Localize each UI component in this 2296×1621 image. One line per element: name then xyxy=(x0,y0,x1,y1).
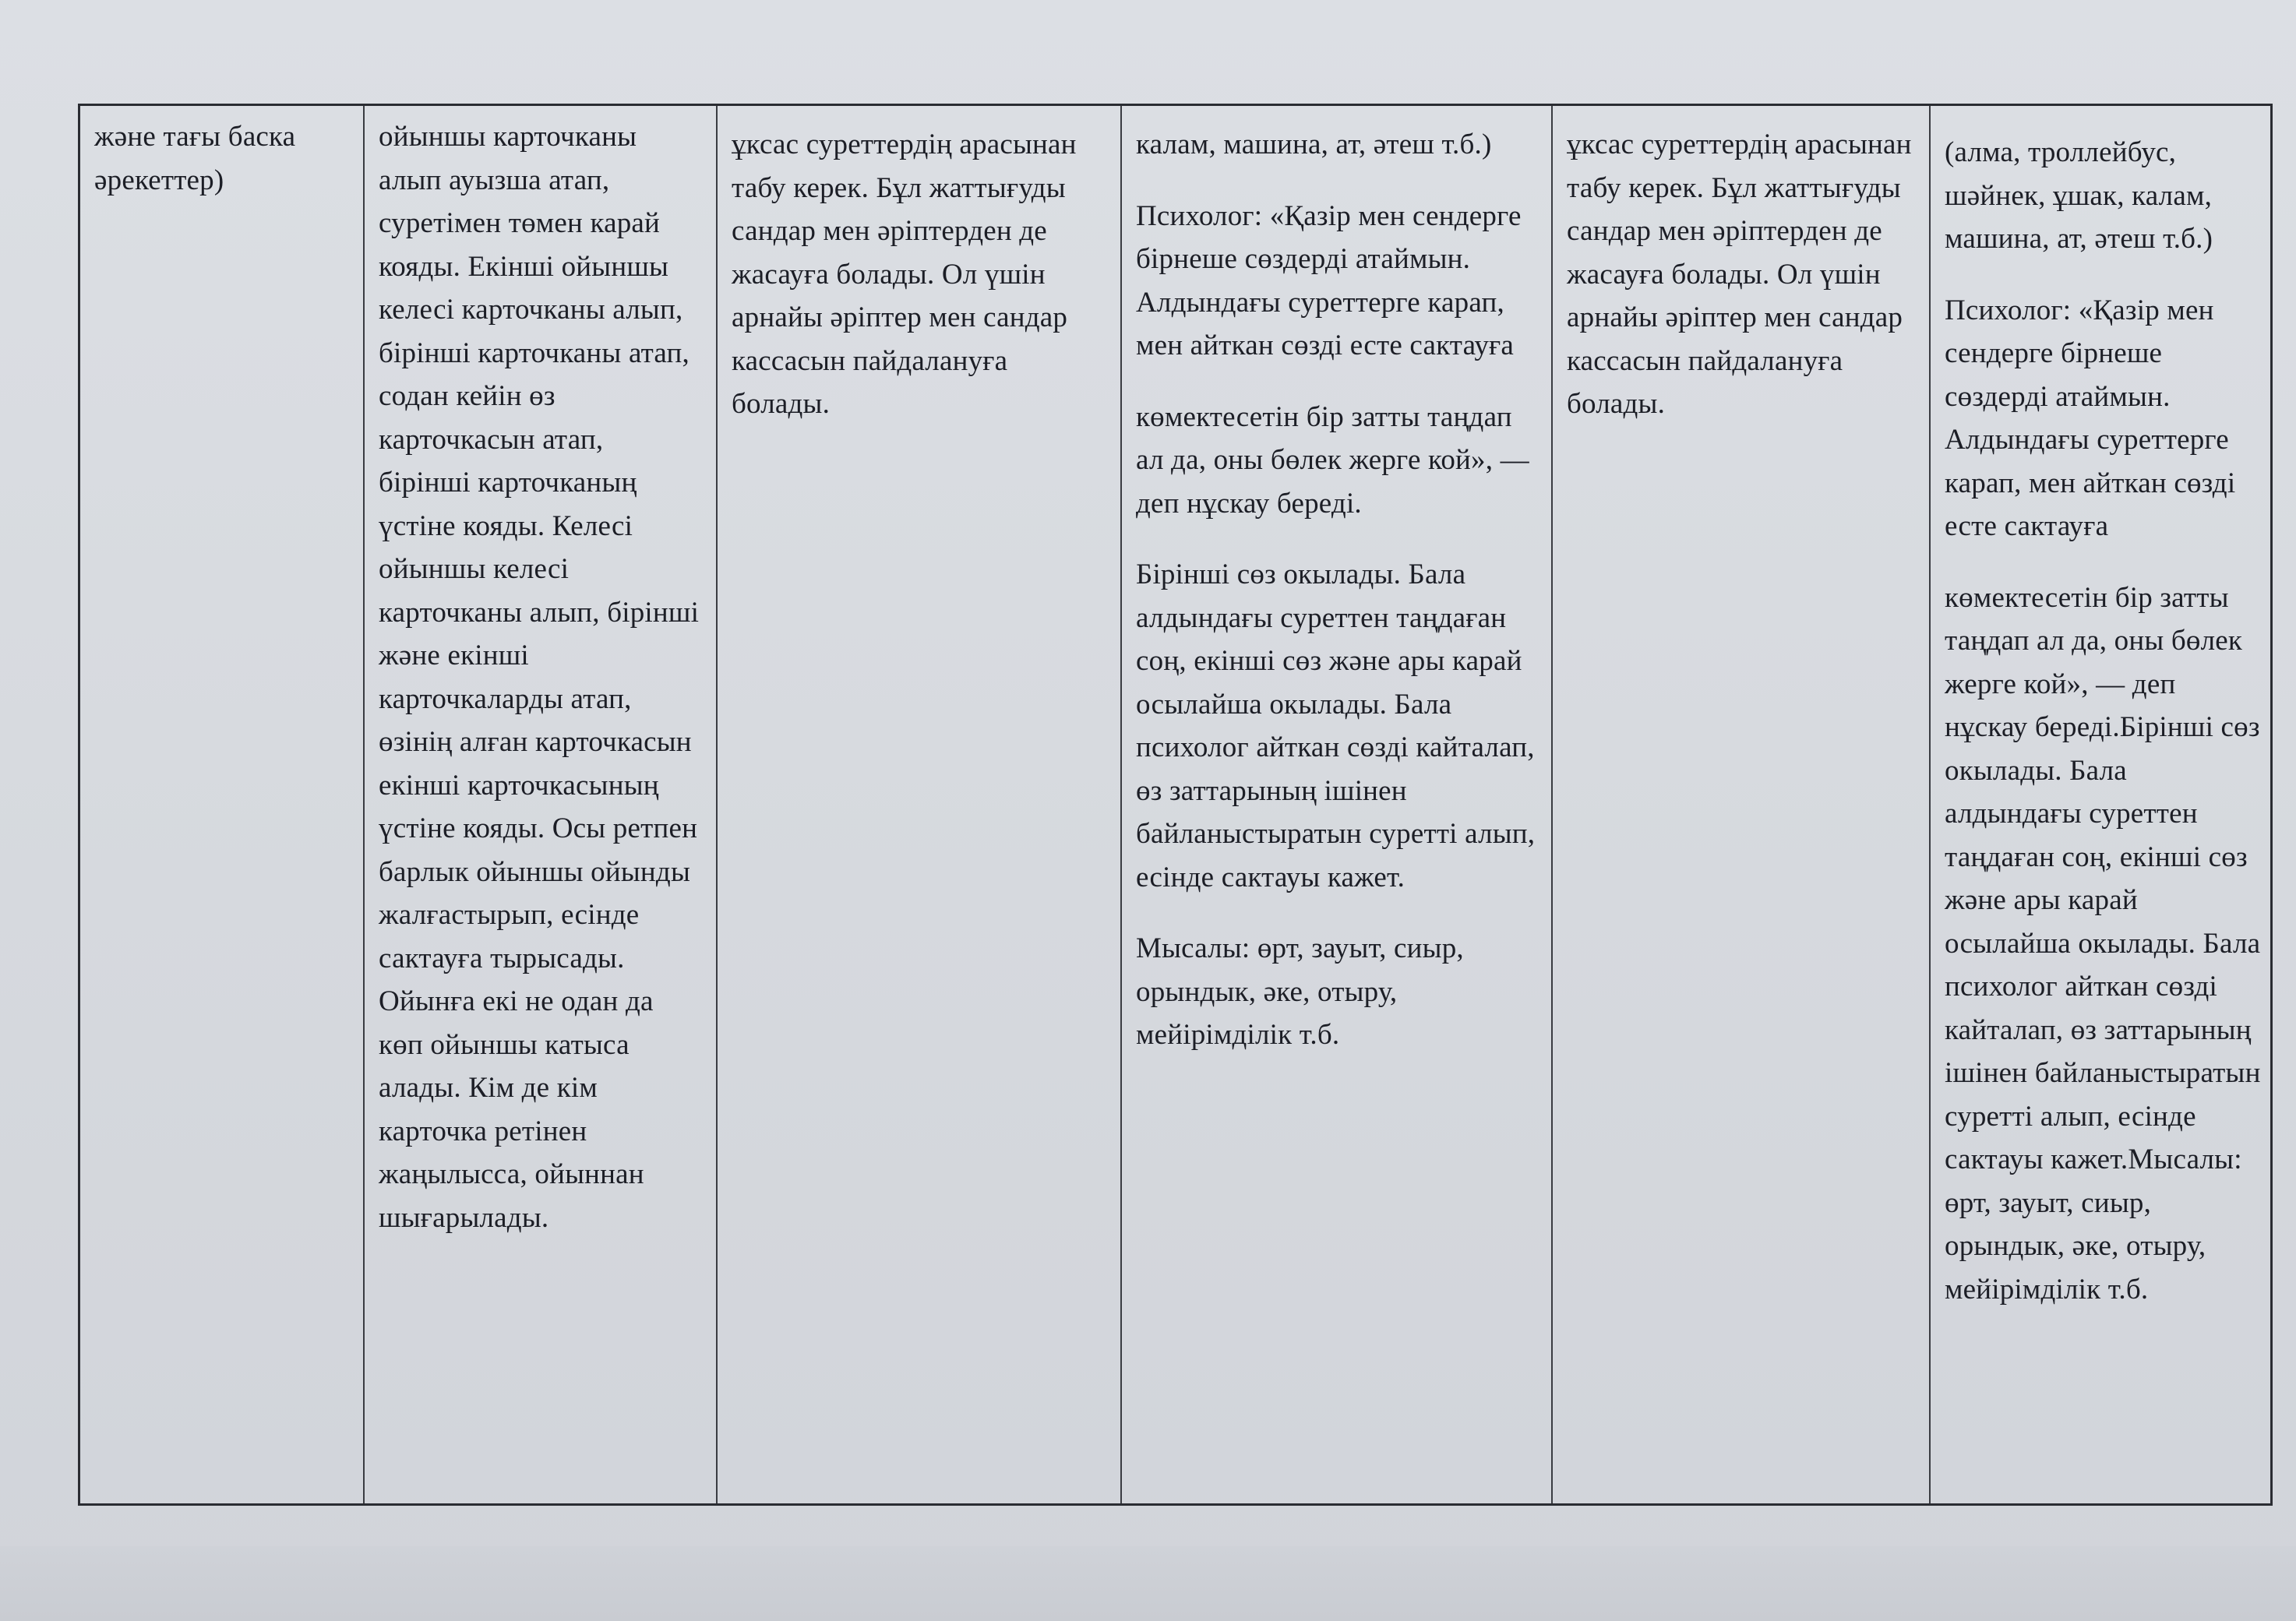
cell-text: көмектесетін бір затты таңдап ал да, оны бөлек жерге кой», — деп нұскау береді.Бірінші сөз окылады. Бала алдындағы суреттен таңдаған соң, екінші сөз және ары карай осылайша окылады. Бала психолог айткан сөзді кайталап, өз заттарының ішінен байланыстыратын суретті алып, есінде сактауы кажет.Мысалы: өрт, зауыт, сиыр, орындык, әке, отыру, мейірімділік т.б. xyxy=(1945,581,2261,1306)
cell-text: Мысалы: өрт, зауыт, сиыр, орындык, әке, отыру, мейірімділік т.б. xyxy=(1136,932,1464,1051)
document-table xyxy=(78,104,2273,1506)
cell-text: Бірінші сөз окылады. Бала алдындағы суреттен таңдаған соң, екінші сөз және ары карай осылайша окылады. Бала психолог айткан сөзді кайталап, өз заттарының ішінен байланыстыратын суретті алып, есінде сактауы кажет. xyxy=(1136,559,1536,893)
cell-text: Психолог: «Қазір мен сендерге бірнеше сөздерді атаймын. Алдындағы суреттерге карап, мен айткан сөзді есте сактауға xyxy=(1136,199,1522,361)
table-cell-col-2 xyxy=(365,106,718,1503)
table-cell-col-4 xyxy=(1122,106,1553,1503)
cell-text: және тағы баска әрекеттер) xyxy=(94,121,296,196)
cell-text: калам, машина, ат, әтеш т.б.) xyxy=(1136,129,1492,160)
table-cell-col-1 xyxy=(80,106,365,1503)
cell-text: ұксас суреттердің арасынан табу керек. Бұл жаттығуды сандар мен әріптерден де жасауға болады. Ол үшін арнайы әріптер мен сандар кассасын пайдалануға болады. xyxy=(1567,129,1912,420)
cell-text: Психолог: «Қазір мен сендерге бірнеше сөздерді атаймын. Алдындағы суреттерге карап, мен айткан сөзді есте сактауға xyxy=(1945,294,2236,542)
table-cell-col-5 xyxy=(1553,106,1931,1503)
table-cell-col-3 xyxy=(718,106,1122,1503)
cell-text: ойыншы карточканы алып ауызша атап, суретімен төмен карай кояды. Екінші ойыншы келесі карточканы алып, бірінші карточканы атап, содан кейін өз карточкасын атап, бірінші карточканың үстіне кояды. Келесі ойыншы келесі карточканы алып, бірінші және екінші карточкаларды атап, өзінің алған карточкасын екінші карточкасының үстіне кояды. Осы ретпен барлык ойыншы ойынды жалғастырып, есінде сактауға тырысады. Ойынға екі не одан да көп ойыншы катыса алады. Кім де кім карточка ретінен жаңылысса, ойыннан шығарылады. xyxy=(379,121,700,1234)
cell-text: көмектесетін бір затты таңдап ал да, оны бөлек жерге кой», — деп нұскау береді. xyxy=(1136,400,1529,520)
table-cell-col-6 xyxy=(1931,106,2275,1503)
cell-text: (алма, троллейбус, шәйнек, ұшак, калам, машина, ат, әтеш т.б.) xyxy=(1945,136,2213,255)
cell-text: ұксас суреттердің арасынан табу керек. Бұл жаттығуды сандар мен әріптерден де жасауға болады. Ол үшін арнайы әріптер мен сандар кассасын пайдалануға болады. xyxy=(732,129,1077,420)
paper-shadow xyxy=(0,1546,2296,1621)
